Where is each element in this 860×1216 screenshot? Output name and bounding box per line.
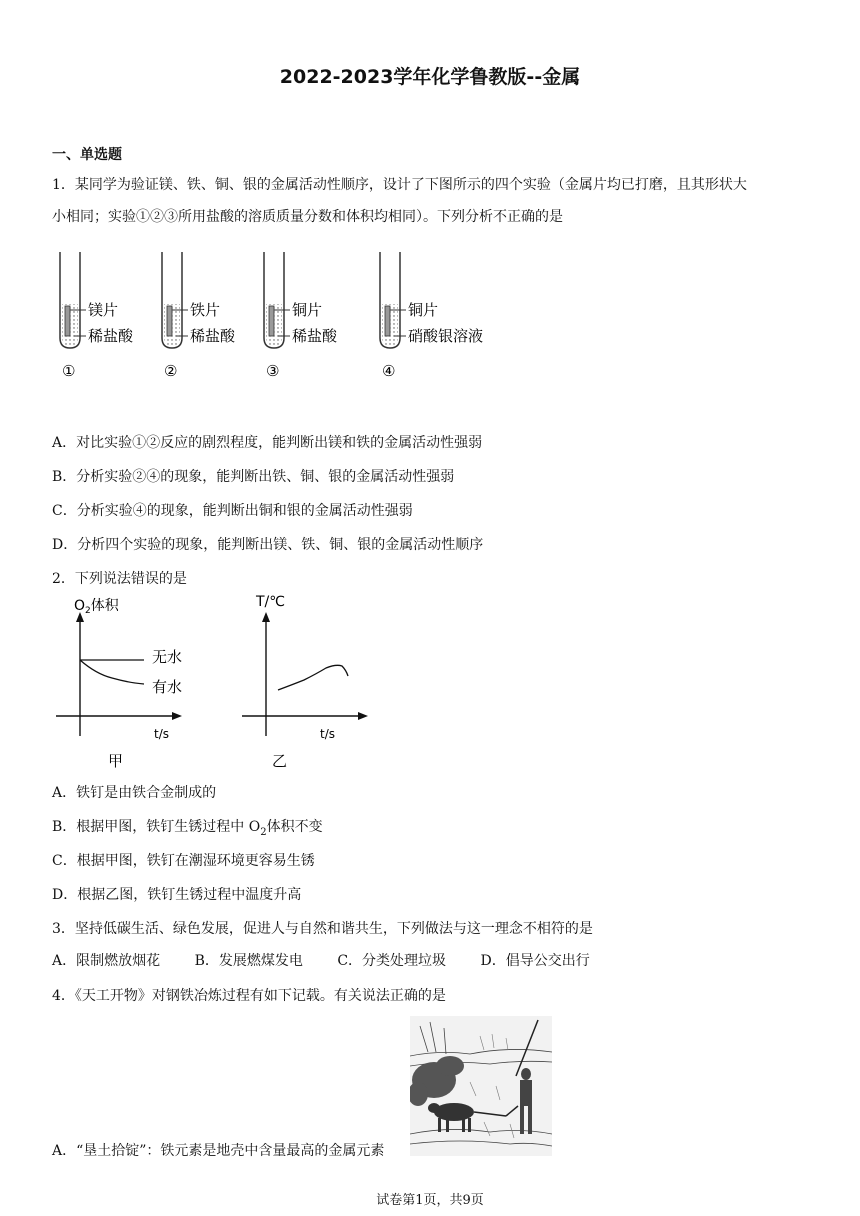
test-tubes-figure	[52, 246, 512, 386]
test-tube-2	[162, 252, 236, 380]
q3-option-c: C．分类处理垃圾	[337, 953, 447, 969]
metal-strip-3	[269, 306, 274, 336]
q3-option-b: B．发展燃煤发电	[194, 953, 303, 969]
tube-1-number: ①	[62, 362, 76, 380]
question-3-stem: 3．坚持低碳生活、绿色发展，促进人与自然和谐共生，下列做法与这一理念不相符的是	[52, 921, 593, 937]
tube-3-metal-label: 铜片	[292, 301, 323, 319]
q2-option-a: A．铁钉是由铁合金制成的	[52, 785, 217, 801]
graph-yi-temperature-curve	[278, 665, 348, 690]
graph-jia-caption: 甲	[108, 752, 124, 770]
q3-options-row	[52, 950, 620, 970]
graph-yi-caption: 乙	[272, 752, 288, 770]
graph-jia	[56, 597, 182, 770]
tube-1-solution-label: 稀盐酸	[88, 327, 134, 345]
graph-yi-xlabel: t/s	[320, 727, 335, 741]
rusting-graphs-figure	[52, 590, 392, 774]
q2-option-d: D．根据乙图，铁钉生锈过程中温度升高	[52, 887, 302, 903]
tube-3-number: ③	[266, 362, 280, 380]
tube-3-solution-label: 稀盐酸	[292, 327, 338, 345]
test-tube-1	[60, 252, 134, 380]
svg-text:O2体积	[74, 597, 120, 616]
q2-option-c: C．根据甲图，铁钉在潮湿环境更容易生锈	[52, 853, 315, 869]
tube-4-metal-label: 铜片	[408, 301, 439, 319]
metal-strip-1	[65, 306, 70, 336]
graph-jia-ylabel-o: O	[74, 598, 86, 614]
graph-jia-ylabel-rest: 体积	[90, 598, 119, 614]
q1-option-d: D．分析四个实验的现象，能判断出镁、铁、铜、银的金属活动性顺序	[52, 537, 484, 553]
q3-option-d: D．倡导公交出行	[480, 953, 590, 969]
graph-jia-label-no-water: 无水	[152, 648, 183, 666]
tube-1-metal-label: 镁片	[88, 301, 119, 319]
graph-jia-xlabel: t/s	[154, 727, 169, 741]
q1-option-b: B．分析实验②④的现象，能判断出铁、铜、银的金属活动性强弱	[52, 469, 455, 485]
q4-option-a: A．“垦土拾锭”：铁元素是地壳中含量最高的金属元素	[52, 1143, 385, 1159]
tube-2-metal-label: 铁片	[190, 301, 221, 319]
tube-4-number: ④	[382, 362, 396, 380]
metal-strip-4	[385, 306, 390, 336]
q1-option-a: A．对比实验①②反应的剧烈程度，能判断出镁和铁的金属活动性强弱	[52, 435, 483, 451]
tube-2-number: ②	[164, 362, 178, 380]
page-footer: 试卷第1页，共9页	[376, 1193, 484, 1208]
page-title: 2022-2023学年化学鲁教版--金属	[279, 66, 581, 88]
question-1-line-2: 小相同；实验①②③所用盐酸的溶质质量分数和体积均相同）。下列分析不正确的是	[52, 209, 563, 225]
metal-strip-2	[167, 306, 172, 336]
graph-jia-ylabel-sub: 2	[85, 606, 91, 616]
tiangong-kaiwu-illustration	[410, 1016, 552, 1156]
graph-jia-line-water	[80, 660, 144, 684]
tube-4-solution-label: 硝酸银溶液	[408, 327, 484, 345]
section-heading: 一、单选题	[52, 147, 122, 163]
test-tube-3	[264, 252, 338, 380]
q2-option-b: B．根据甲图，铁钉生锈过程中 $O_2$体积不变	[52, 819, 323, 838]
test-tube-4	[380, 252, 483, 380]
q3-option-a: A．限制燃放烟花	[52, 953, 161, 969]
graph-jia-label-water: 有水	[152, 678, 183, 696]
graph-yi	[242, 594, 368, 770]
question-4-stem: 4．《天工开物》对钢铁冶炼过程有如下记载。有关说法正确的是	[52, 988, 446, 1004]
question-1-line-1: 1．某同学为验证镁、铁、铜、银的金属活动性顺序，设计了下图所示的四个实验（金属片均已打磨，且其形状大	[52, 177, 747, 193]
tube-2-solution-label: 稀盐酸	[190, 327, 236, 345]
question-2-stem: 2．下列说法错误的是	[52, 571, 187, 587]
graph-yi-ylabel: T/℃	[256, 594, 285, 610]
q1-option-c: C．分析实验④的现象，能判断出铜和银的金属活动性强弱	[52, 503, 413, 519]
